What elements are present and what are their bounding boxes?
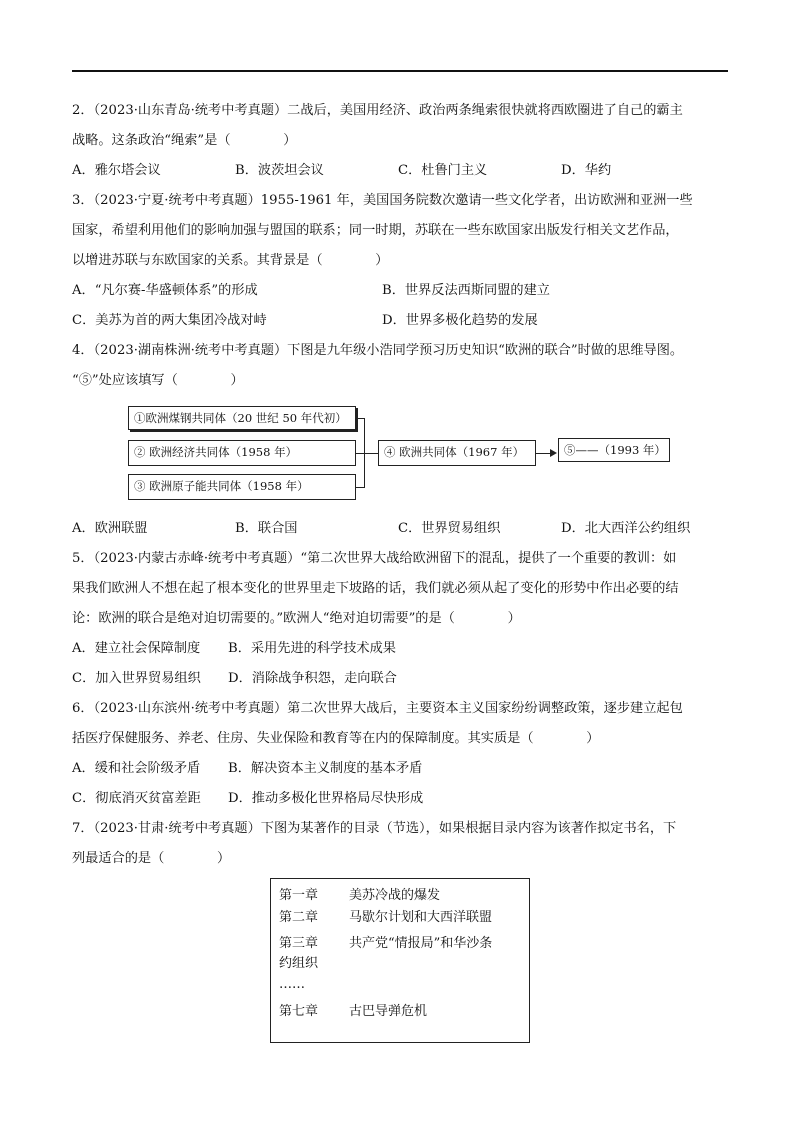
toc-chapter: 第二章 bbox=[279, 910, 319, 925]
question-7-stem-line1: 7．（2023·甘肃·统考中考真题）下图为某著作的目录（节选），如果根据目录内容为该著作拟定书名，下 bbox=[72, 821, 677, 836]
toc-chapter: 第一章 bbox=[279, 888, 319, 903]
toc-row bbox=[279, 885, 529, 907]
option-c[interactable]: C．杜鲁门主义 bbox=[398, 163, 488, 178]
mindmap-box-5: ⑤——（1993 年） bbox=[558, 438, 670, 462]
mind-map-diagram bbox=[72, 396, 732, 514]
question-6-options-row2 bbox=[72, 784, 732, 814]
toc-title: 古巴导弹危机 bbox=[349, 1004, 428, 1019]
option-d[interactable]: D．北大西洋公约组织 bbox=[561, 521, 691, 536]
question-5-stem-line3: 论：欧洲的联合是绝对迫切需要的。”欧洲人“绝对迫切需要”的是（ ） bbox=[72, 611, 521, 626]
toc-chapter: 第三章 bbox=[279, 936, 319, 951]
option-d[interactable]: D．华约 bbox=[561, 163, 612, 178]
arrow-shaft bbox=[536, 453, 550, 454]
option-d[interactable]: D．消除战争积怨，走向联合 bbox=[228, 671, 397, 686]
toc-title: 马歇尔计划和大西洋联盟 bbox=[349, 910, 493, 925]
question-3-options-row1 bbox=[72, 276, 732, 306]
question-3-options-row2 bbox=[72, 306, 732, 336]
arrow-right-icon bbox=[550, 449, 557, 457]
question-5-stem-line1: 5．（2023·内蒙古赤峰·统考中考真题）“第二次世界大战给欧洲留下的混乱，提供了一个重要的教训：如 bbox=[72, 551, 677, 566]
question-5 bbox=[72, 544, 732, 694]
option-d[interactable]: D．推动多极化世界格局尽快形成 bbox=[228, 791, 424, 806]
question-3 bbox=[72, 186, 732, 336]
question-6-stem-line1: 6．（2023·山东滨州·统考中考真题）第二次世界大战后，主要资本主义国家纷纷调整政策，逐步建立起包 bbox=[72, 701, 683, 716]
question-3-stem-line2: 国家，希望利用他们的影响加强与盟国的联系；同一时期，苏联在一些东欧国家出版发行相关文艺作品， bbox=[72, 223, 679, 238]
connector-to-box4 bbox=[364, 453, 378, 454]
question-2-options bbox=[72, 156, 732, 186]
option-a[interactable]: A．缓和社会阶级矛盾 bbox=[72, 761, 201, 776]
header-rule bbox=[72, 70, 728, 72]
question-5-options-row1 bbox=[72, 634, 732, 664]
mindmap-box-1: ①欧洲煤钢共同体（20 世纪 50 年代初） bbox=[128, 406, 356, 430]
option-a[interactable]: A．建立社会保障制度 bbox=[72, 641, 201, 656]
toc-chapter: 第七章 bbox=[279, 1004, 319, 1019]
mindmap-box-3: ③ 欧洲原子能共同体（1958 年） bbox=[128, 474, 356, 500]
option-c[interactable]: C．加入世界贸易组织 bbox=[72, 671, 201, 686]
option-c[interactable]: C．美苏为首的两大集团冷战对峙 bbox=[72, 313, 267, 328]
question-6-stem-line2: 括医疗保健服务、养老、住房、失业保险和教育等在内的保障制度。其实质是（ ） bbox=[72, 731, 600, 746]
mindmap-box-2: ② 欧洲经济共同体（1958 年） bbox=[128, 440, 356, 466]
question-2-stem-line1: 2．（2023·山东青岛·统考中考真题）二战后，美国用经济、政治两条绳索很快就将西欧圈进了自己的霸主 bbox=[72, 103, 683, 118]
toc-box bbox=[270, 878, 530, 1043]
question-4-options bbox=[72, 514, 732, 544]
option-b[interactable]: B．采用先进的科学技术成果 bbox=[228, 641, 396, 656]
toc-title: 美苏冷战的爆发 bbox=[349, 888, 441, 903]
question-5-options-row2 bbox=[72, 664, 732, 694]
toc-ellipsis: …… bbox=[279, 977, 305, 992]
question-2 bbox=[72, 96, 732, 186]
connector-3 bbox=[356, 487, 364, 488]
mindmap-box-4: ④ 欧洲共同体（1967 年） bbox=[378, 440, 536, 466]
toc-row bbox=[279, 907, 529, 929]
question-3-stem-line3: 以增进苏联与东欧国家的关系。其背景是（ ） bbox=[72, 253, 389, 268]
question-7-stem-line2: 列最适合的是（ ） bbox=[72, 851, 231, 866]
toc-title-wrap: 约组织 bbox=[279, 956, 319, 971]
question-3-stem-line1: 3．（2023·宁夏·统考中考真题）1955-1961 年，美国国务院数次邀请一些文化学者，出访欧洲和亚洲一些 bbox=[72, 193, 693, 208]
option-b[interactable]: B．波茨坦会议 bbox=[235, 163, 324, 178]
toc-row bbox=[279, 933, 529, 955]
question-4-stem-line2: “⑤”处应该填写（ ） bbox=[72, 373, 244, 388]
toc-title: 共产党“情报局”和华沙条 bbox=[349, 936, 493, 951]
option-a[interactable]: A．欧洲联盟 bbox=[72, 521, 148, 536]
option-c[interactable]: C．世界贸易组织 bbox=[398, 521, 501, 536]
connector-1 bbox=[356, 418, 364, 419]
option-a[interactable]: A．雅尔塔会议 bbox=[72, 163, 161, 178]
question-5-stem-line2: 果我们欧洲人不想在起了根本变化的世界里走下坡路的话，我们就必须从起了变化的形势中作出必要的结 bbox=[72, 581, 679, 596]
option-d[interactable]: D．世界多极化趋势的发展 bbox=[382, 313, 538, 328]
question-7 bbox=[72, 814, 732, 1054]
question-4-stem-line1: 4．（2023·湖南株洲·统考中考真题）下图是九年级小浩同学预习历史知识“欧洲的联合”时做的思维导图。 bbox=[72, 343, 684, 358]
question-4 bbox=[72, 336, 732, 544]
option-b[interactable]: B．解决资本主义制度的基本矛盾 bbox=[228, 761, 423, 776]
option-b[interactable]: B．世界反法西斯同盟的建立 bbox=[382, 283, 550, 298]
option-b[interactable]: B．联合国 bbox=[235, 521, 298, 536]
connector-2 bbox=[356, 453, 364, 454]
exam-content bbox=[72, 96, 732, 1054]
question-2-stem-line2: 战略。这条政治“绳索”是（ ） bbox=[72, 133, 297, 148]
toc-row bbox=[279, 1001, 529, 1023]
table-of-contents-figure bbox=[72, 874, 732, 1054]
option-a[interactable]: A．“凡尔赛-华盛顿体系”的形成 bbox=[72, 283, 258, 298]
question-6-options-row1 bbox=[72, 754, 732, 784]
question-6 bbox=[72, 694, 732, 814]
option-c[interactable]: C．彻底消灭贫富差距 bbox=[72, 791, 201, 806]
